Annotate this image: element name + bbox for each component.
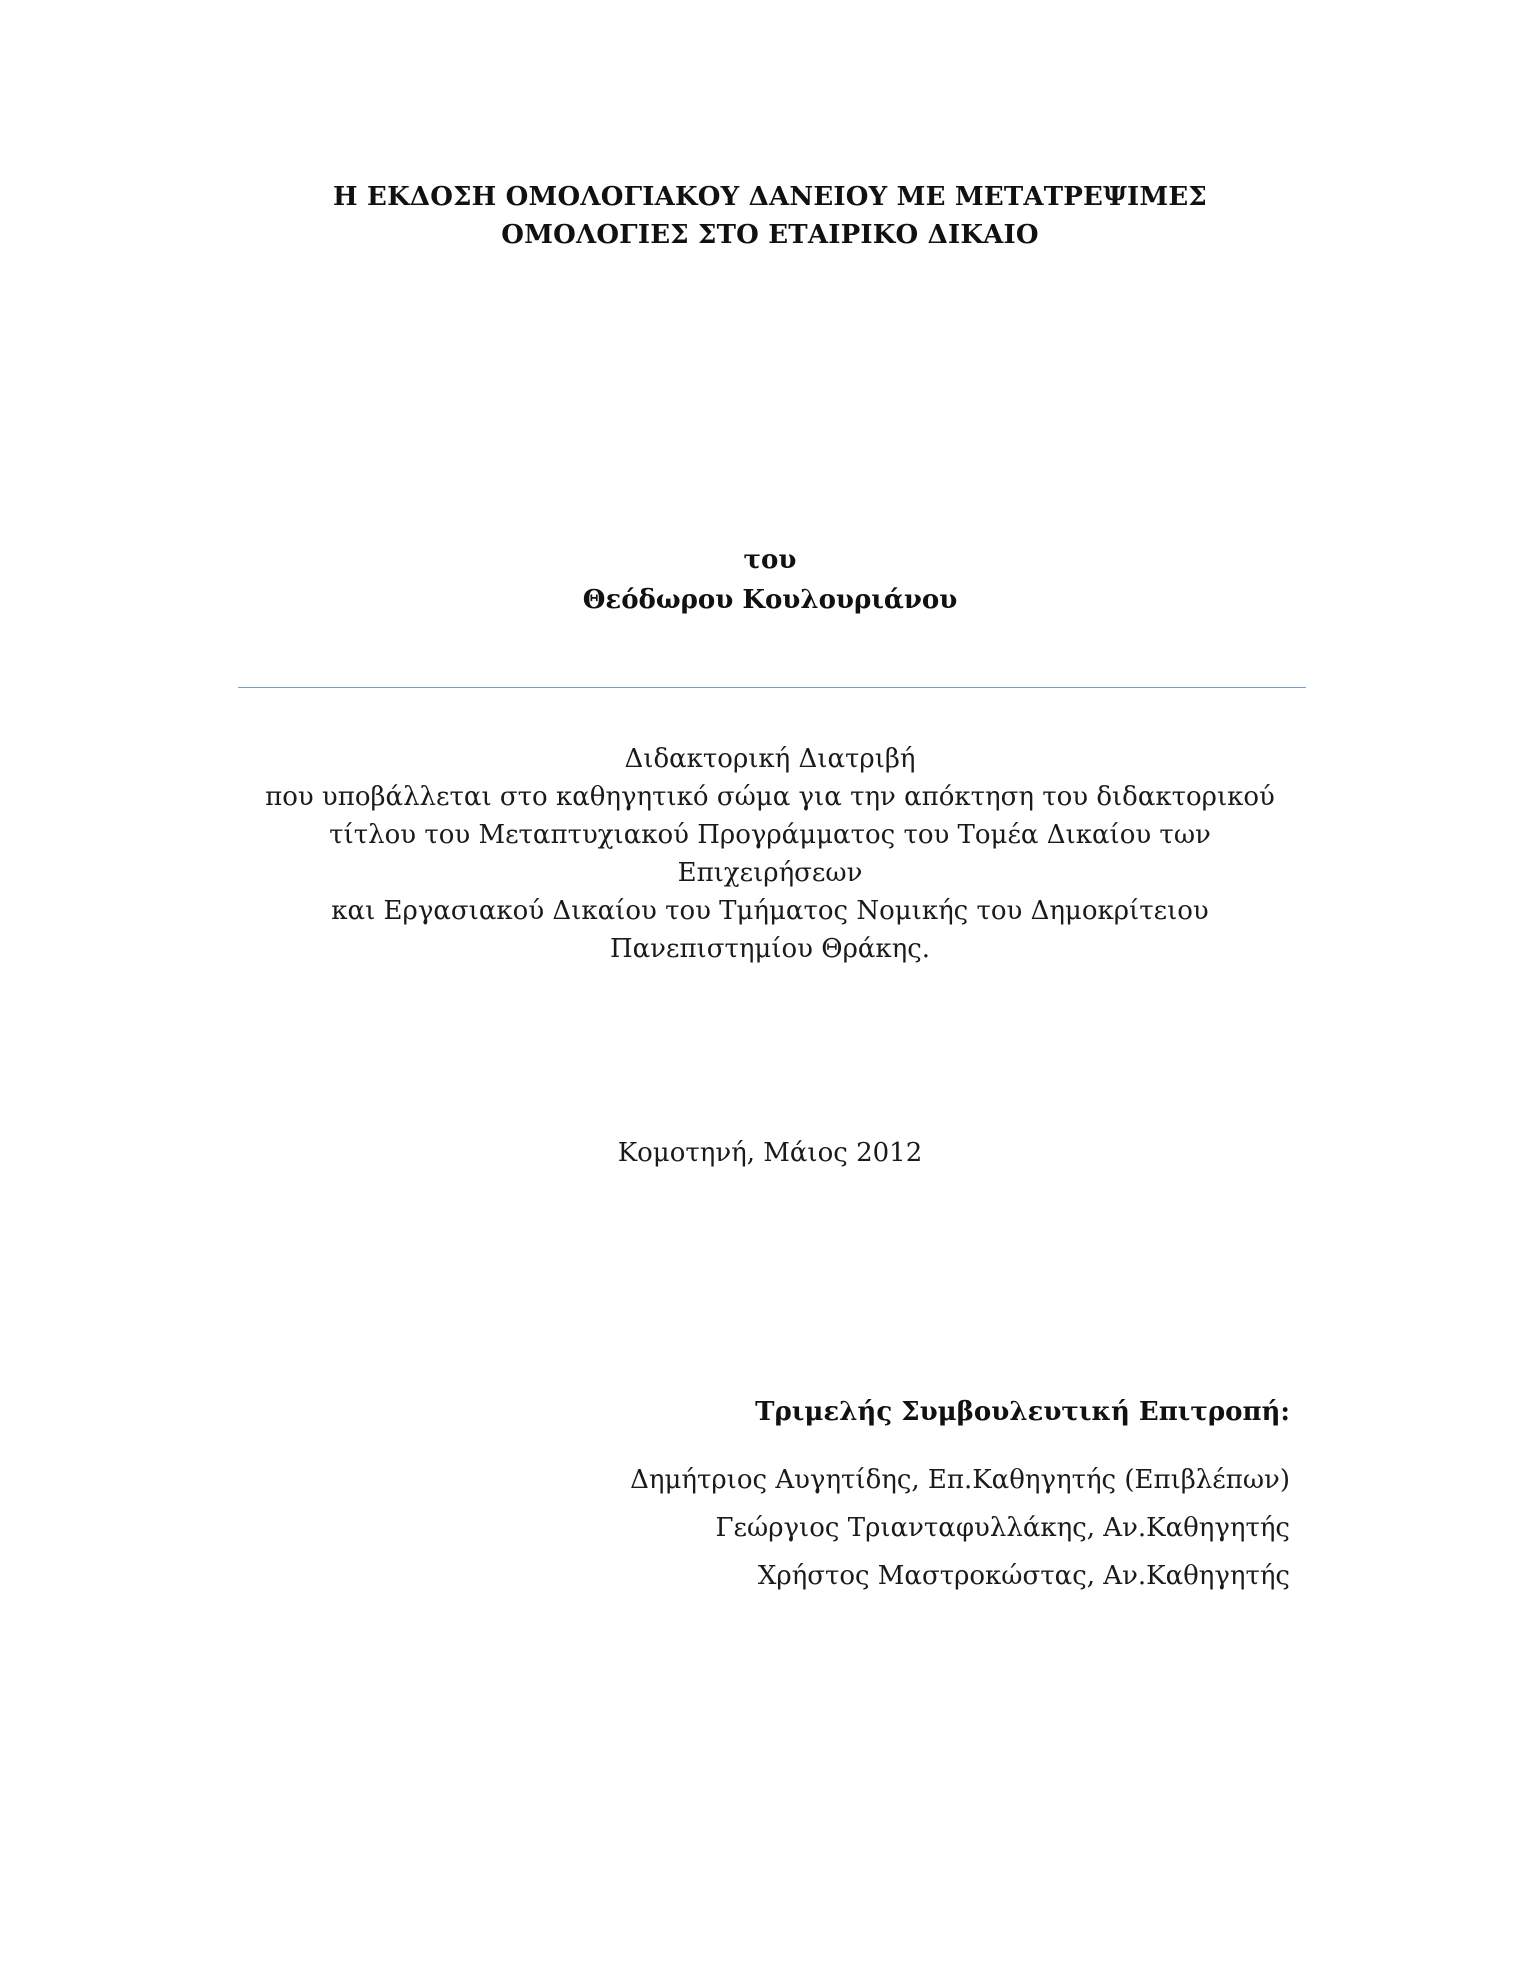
author-name: Θεόδωρου Κουλουριάνου bbox=[582, 585, 958, 615]
thesis-description bbox=[240, 740, 1300, 968]
advisory-committee bbox=[600, 1394, 1290, 1600]
author-block bbox=[240, 540, 1300, 620]
thesis-title-line-2: ΟΜΟΛΟΓΙΕΣ ΣΤΟ ΕΤΑΙΡΙΚΟ ΔΙΚΑΙΟ bbox=[501, 220, 1039, 250]
committee-member: Δημήτριος Αυγητίδης, Επ.Καθηγητής (Επιβλέπων) bbox=[630, 1465, 1290, 1495]
committee-member: Γεώργιος Τριανταφυλλάκης, Αν.Καθηγητής bbox=[715, 1513, 1290, 1543]
description-line: που υποβάλλεται στο καθηγητικό σώμα για την απόκτηση του διδακτορικού bbox=[265, 782, 1275, 812]
thesis-title-line-1: Η ΕΚΔΟΣΗ ΟΜΟΛΟΓΙΑΚΟΥ ΔΑΝΕΙΟΥ ΜΕ ΜΕΤΑΤΡΕΨΙΜΕΣ bbox=[333, 182, 1207, 212]
description-line: Διδακτορική Διατριβή bbox=[624, 744, 916, 774]
place-and-date: Κομοτηνή, Μάιος 2012 bbox=[617, 1138, 923, 1168]
thesis-title bbox=[240, 178, 1300, 254]
committee-member: Χρήστος Μαστροκώστας, Αν.Καθηγητής bbox=[757, 1561, 1290, 1591]
description-line: Πανεπιστημίου Θράκης. bbox=[609, 934, 931, 964]
committee-heading: Τριμελής Συμβουλευτική Επιτροπή: bbox=[755, 1397, 1290, 1427]
author-prefix: του bbox=[743, 545, 797, 575]
horizontal-divider bbox=[238, 687, 1306, 688]
description-line: και Εργασιακού Δικαίου του Τμήματος Νομικής του Δημοκρίτειου bbox=[331, 896, 1209, 926]
description-line: τίτλου του Μεταπτυχιακού Προγράμματος του Τομέα Δικαίου των Επιχειρήσεων bbox=[329, 820, 1211, 888]
